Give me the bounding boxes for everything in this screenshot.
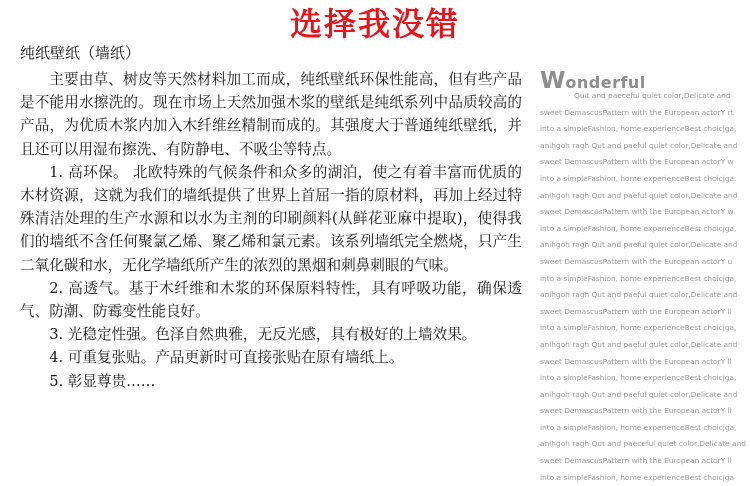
decorative-text-line: anihgoh ragh Qut and paeceful quiet color,Delicate and: [540, 439, 746, 449]
side-decoration: [540, 68, 746, 482]
decorative-text-line: into a simpleFashion, home experienceBest choicjga,: [540, 373, 737, 383]
feature-eco-friendly: 1. 高环保。 北欧特殊的气候条件和众多的湖泊，使之有着丰富而优质的木材资源，这就为我们的墙纸提供了世界上首屈一指的原材料，再加上经过特殊清洁处理的生产水源和以水为主剂的印刷颜料(从鲜花亚麻中提取)，使得我们的墙纸不含任何聚氯乙烯、聚乙烯和氯元素。该系列墙纸完全燃烧，只产生二氧化碳和水，无化学墙纸所产生的浓烈的黑烟和刺鼻刺眼的气味。: [20, 163, 522, 274]
decorative-text-line: sweet DemascusPattern with the European actorY w: [540, 207, 734, 217]
decorative-text-block: [540, 88, 745, 486]
decorative-text-line: anihgoh ragh Qut and paeful quiet color,Delicate and: [540, 339, 738, 349]
article-body: [20, 68, 522, 393]
feature-breathable: 2. 高透气。基于木纤维和木浆的环保原料特性，具有呼吸功能，确保透气、防潮、防霉变性能良好。: [20, 279, 522, 321]
intro-paragraph: 主要由草、树皮等天然材料加工而成，纯纸壁纸环保性能高，但有些产品是不能用水擦洗的。现在市场上天然加强木浆的壁纸是纯纸系列中品质较高的产品，为优质木浆内加入木纤维丝精制而成的。其强度大于普通纯纸壁纸，并且还可以用湿布擦洗、有防静电、不吸尘等特点。: [20, 71, 522, 158]
decorative-text-line: sweet DemascusPattern with the European actorY ll: [540, 456, 732, 466]
decorative-text-line: anihgoh ragh Qut and paeful quiet color,Delicate and: [540, 240, 738, 250]
decorative-text-line: into a simpleFashion, home experienceBest choicjga,: [540, 124, 737, 134]
decorative-text-line: anihgoh ragh Qut and paeful quiet color,Delicate and: [540, 190, 738, 200]
decorative-text-line: anihgoh ragh Qut and paeful quiet color,Delicate and: [540, 140, 738, 150]
decorative-text-line: into a simpleFashion, home experienceBest choicjga,: [540, 173, 737, 183]
decorative-text-line: Quit and paeceful quiet color,Delicate and: [574, 91, 731, 100]
decorative-text-line: sweet DemascusPattern with the European actorY ll: [540, 356, 732, 366]
decorative-text-line: into a simpleFashion, home experienceBest choicjga,: [540, 422, 737, 432]
feature-reapplicable: 4. 可重复张贴。产品更新时可直接张贴在原有墙纸上。: [49, 349, 404, 367]
decorative-text-line: sweet DemascusPattern with the European actorY ll: [540, 306, 732, 316]
decorative-text-line: sweet DemascusPattern with the European actorY u: [540, 256, 733, 266]
decorative-text-line: into a simpleFashion, home experienceBest choicjga,: [540, 273, 737, 283]
decorative-text-line: anihgoh ragh Qut and paeful quiet color,Delicate and: [540, 389, 738, 399]
headline: 选择我没错: [289, 5, 460, 43]
decorative-text-line: sweet DemascusPattern with the European actorY rt: [540, 107, 734, 117]
decorative-text-line: into a simpleFashion, home experienceBest choicjga: [540, 472, 735, 482]
decorative-text-line: into a simpleFashion, home experienceBest choicjga,: [540, 323, 737, 333]
feature-light-stable: 3. 光稳定性强。色泽自然典雅，无反光感，具有极好的上墙效果。: [49, 326, 477, 344]
wordmark-cap: W: [540, 68, 566, 94]
decorative-text-line: sweet DemascusPattern with the European actorY w: [540, 157, 734, 167]
feature-prestige: 5. 彰显尊贵……: [49, 372, 156, 390]
decorative-text-line: into a simpleFashion, home experienceBest choicjga,: [540, 223, 737, 233]
wordmark-rest: onderful: [565, 73, 646, 92]
section-title: 纯纸壁纸（墙纸）: [20, 44, 141, 62]
decorative-text-line: anihgoh ragh Qut and paeful quiet color,Delicate and: [540, 290, 738, 300]
decorative-text-line: sweet DemascusPattern with the European actorY ll: [540, 406, 732, 416]
